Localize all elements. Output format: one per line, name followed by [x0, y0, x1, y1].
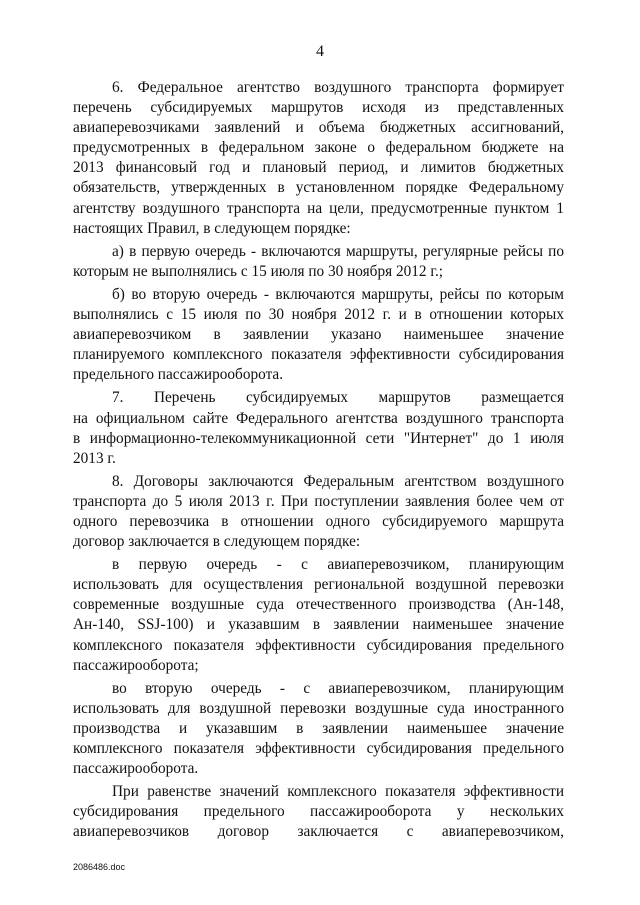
paragraph-line: настоящих Правил, в следующем порядке: [73, 219, 351, 237]
document-file-code: 2086486.doc [73, 862, 126, 872]
paragraph [73, 242, 564, 282]
paragraph-line: использовать для воздушной перевозки воздушные суда иностранного [73, 699, 564, 717]
paragraph-line: предельного пассажирооборота. [73, 366, 284, 384]
paragraph-line: 6. Федеральное агентство воздушного транспорта формирует [112, 79, 564, 96]
paragraph [73, 782, 564, 842]
paragraph-line: а) в первую очередь - включаются маршруты, регулярные рейсы по [112, 242, 564, 260]
paragraph-line: предусмотренных в федеральном законе о федеральном бюджете на [73, 139, 564, 157]
paragraph-line: транспорта до 5 июля 2013 г. При поступлении заявления более чем от [73, 492, 564, 510]
paragraph-line: При равенстве значений комплексного показателя эффективности [112, 783, 564, 801]
paragraph-line: выполнялись с 15 июля по 30 ноября 2012 г. и в отношении которых [73, 306, 564, 324]
paragraph-line: использовать для осуществления региональной воздушной перевозки [73, 576, 564, 594]
paragraph-line: планируемого комплексного показателя эффективности субсидирования [73, 346, 564, 364]
paragraph-line: производства и указавшим в заявлении наименьшее значение [73, 719, 564, 737]
paragraph-line: пассажирооборота; [73, 656, 199, 674]
paragraph [73, 679, 564, 779]
paragraph-line: 2013 финансовый год и плановый период, и лимитов бюджетных [73, 159, 564, 177]
paragraph-line: комплексного показателя эффективности субсидирования предельного [73, 740, 564, 757]
paragraph [73, 388, 564, 468]
paragraph-line: в информационно-телекоммуникационной сети "Интернет" до 1 июля [73, 429, 564, 447]
paragraph-line: б) во вторую очередь - включаются маршруты, рейсы по которым [112, 285, 564, 303]
paragraph-line: перечень субсидируемых маршрутов исходя из представленных [73, 99, 564, 117]
paragraph-line: обязательств, утвержденных в установленном порядке Федеральному [73, 179, 564, 197]
document-body [73, 78, 564, 845]
paragraph-line: в первую очередь - с авиаперевозчиком, планирующим [112, 556, 564, 574]
paragraph-line: Ан-140, SSJ-100) и указавшим в заявлении наименьшее значение [73, 616, 564, 634]
paragraph [73, 285, 564, 385]
paragraph-line: на официальном сайте Федерального агентства воздушного транспорта [73, 409, 564, 427]
paragraph [73, 472, 564, 552]
paragraph-line: договор заключается в следующем порядке: [73, 533, 361, 551]
paragraph-line: 2013 г. [73, 449, 116, 467]
paragraph-line: одного перевозчика в отношении одного субсидируемого маршрута [73, 512, 564, 530]
page-number: 4 [316, 43, 324, 60]
paragraph-line: авиаперевозчиками заявлений и объема бюджетных ассигнований, [73, 119, 564, 137]
paragraph-line: авиаперевозчиков договор заключается с авиаперевозчиком, [73, 823, 564, 841]
paragraph-line: 7. Перечень субсидируемых маршрутов размещается [112, 389, 564, 407]
paragraph [73, 555, 564, 676]
paragraph-line: пассажирооборота. [73, 760, 199, 778]
paragraph-line: которым не выполнялись с 15 июля по 30 ноября 2012 г.; [73, 262, 444, 280]
paragraph-line: комплексного показателя эффективности субсидирования предельного [73, 636, 564, 654]
paragraph [73, 78, 564, 239]
paragraph-line: во вторую очередь - с авиаперевозчиком, планирующим [112, 679, 564, 697]
paragraph-line: современные воздушные суда отечественного производства (Ан-148, [73, 596, 564, 614]
paragraph-line: авиаперевозчиком в заявлении указано наименьшее значение [73, 326, 564, 344]
paragraph-line: субсидирования предельного пассажирооборота у нескольких [73, 803, 564, 821]
paragraph-line: агентству воздушного транспорта на цели, предусмотренные пунктом 1 [73, 199, 564, 217]
paragraph-line: 8. Договоры заключаются Федеральным агентством воздушного [112, 472, 564, 490]
